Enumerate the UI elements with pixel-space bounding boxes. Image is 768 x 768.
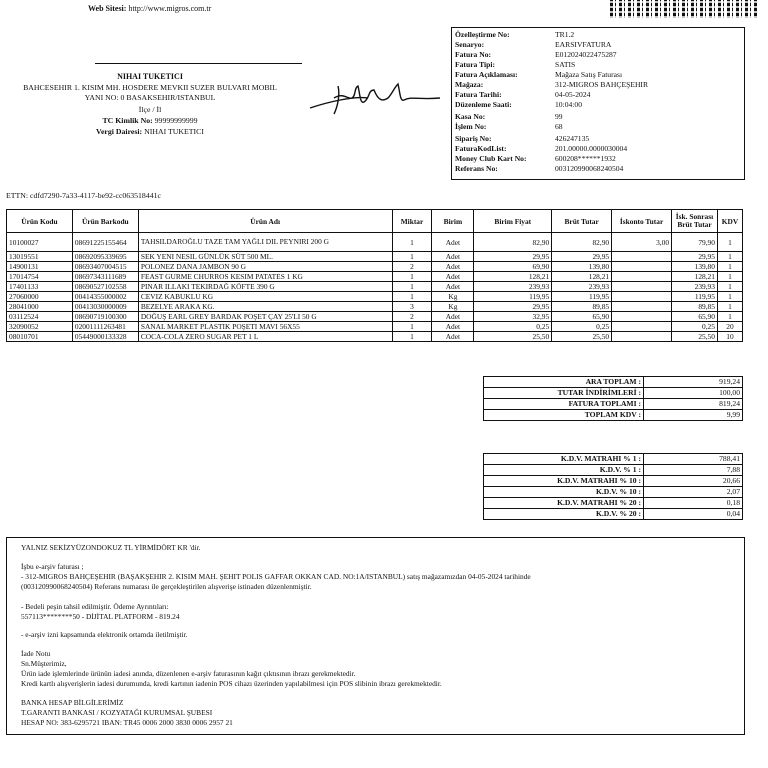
customer-district: İlçe / İl: [138, 105, 162, 114]
meta-row: Referans No: 003120990068240504: [455, 164, 624, 173]
col-barcode: Ürün Barkodu: [72, 210, 138, 233]
col-product-name: Ürün Adı: [138, 210, 392, 233]
items-header-row: [7, 210, 743, 233]
table-row: 08010701 05449000133328 COCA-COLA ZERO SUGAR PET 1 L 1 Adet 25,50 25,50 25,50 10: [7, 332, 743, 342]
col-gross: Brüt Tutar: [552, 210, 612, 233]
table-row: 10100027 08691225155464 TAHSILDAROĞLU TAZE TAM YAĞLI DIL PEYNIRI 200 G 1 Adet 82,90 82,90 3,00 79,90 1: [7, 233, 743, 252]
note-line: Sn.Müşterimiz,: [21, 659, 67, 668]
items-table: [6, 209, 743, 342]
invoice-meta-box: [451, 27, 745, 180]
vat-row: K.D.V. MATRAHI % 10 : 20,66: [484, 476, 743, 487]
totals-row: ARA TOPLAM : 919,24: [484, 377, 743, 388]
note-line: İşbu e-arşiv faturası ;: [21, 562, 84, 571]
meta-row: FaturaKodList: 201.00000.0000030004: [455, 144, 628, 153]
meta-row: Senaryo: EARSIVFATURA: [455, 40, 612, 49]
amount-in-words: YALNIZ SEKİZYÜZONDOKUZ TL YİRMİDÖRT KR 'dir.: [21, 543, 201, 552]
website-url: http://www.migros.com.tr: [128, 4, 212, 13]
bank-account: HESAP NO: 383-6295721 IBAN: TR45 0006 2000 3830 0006 2957 21: [21, 718, 233, 727]
table-row: 32090052 02001111263481 SANAL MARKET PLASTIK POŞETI MAVI 56X55 1 Adet 0,25 0,25 0,25 20: [7, 322, 743, 332]
meta-row: Mağaza: 312-MIGROS BAHÇEŞEHIR: [455, 80, 649, 89]
totals-row: TOPLAM KDV : 9,99: [484, 410, 743, 421]
col-product-code: Ürün Kodu: [7, 210, 73, 233]
bank-name: T.GARANTI BANKASI / KOZYATAĞI KURUMSAL ŞUBESI: [21, 708, 213, 717]
notes-box: [6, 537, 745, 735]
website-line: [88, 4, 211, 13]
meta-row: Fatura Açıklaması: Mağaza Satış Faturası: [455, 70, 623, 79]
note-line: Ürün iade işlemlerinde ürünün iadesi anında, düzenlenen e-arşiv faturasının kağıt çıktısının ibrazı gerekmektedir.: [21, 669, 356, 678]
customer-tc: TC Kimlik No: 99999999999: [102, 116, 198, 125]
note-line: İade Notu: [21, 649, 51, 658]
note-line: - e-arşiv izni kapsamında elektronik ortamda iletilmiştir.: [21, 630, 188, 639]
bank-title: BANKA HESAP BİLGİLERİMİZ: [21, 698, 124, 707]
meta-row: İşlem No: 68: [455, 122, 563, 131]
vat-row: K.D.V. MATRAHI % 20 : 0,18: [484, 498, 743, 509]
table-row: 13019551 08692095339695 SEK YENI NESIL GÜNLÜK SÜT 500 ML. 1 Adet 29,95 29,95 29,95 1: [7, 252, 743, 262]
qr-code-overlay: [610, 0, 758, 18]
vat-row: K.D.V. % 10 : 2,07: [484, 487, 743, 498]
meta-row: Sipariş No: 426247135: [455, 134, 590, 143]
table-row: 03112524 08690719100300 DOĞUŞ EARL GREY BARDAK POŞET ÇAY 25'LI 50 G 2 Adet 32,95 65,90 65,90 1: [7, 312, 743, 322]
meta-row: Fatura Tarihi: 04-05-2024: [455, 90, 591, 99]
customer-address-2: YANI NO: 0 BASAKSEHIR/ISTANBUL: [84, 93, 216, 102]
customer-name: NIHAI TUKETICI: [117, 72, 183, 81]
meta-row: Düzenleme Saati: 10:04:00: [455, 100, 583, 109]
col-vat: KDV: [717, 210, 742, 233]
table-row: 14900131 08693407004515 POLONEZ DANA JAMBON 90 G 2 Adet 69,90 139,80 139,80 1: [7, 262, 743, 272]
note-line: - 312-MIGROS BAHÇEŞEHIR (BAŞAKŞEHIR 2. KISIM MAH. ŞEHIT POLIS GAFFAR OKKAN CAD. NO:1A/ISTANBUL) satış mağazamızdan 04-05-2024 tarihinde: [21, 572, 531, 581]
website-label: Web Sitesi:: [88, 4, 127, 13]
totals-row: TUTAR İNDİRİMLERİ : 100,00: [484, 388, 743, 399]
note-line: (003120990068240504) Referans numarası ile gerçekleştirilen alışverişe istinaden düzenlenmiştir.: [21, 582, 312, 591]
customer-address: BAHCESEHIR 1. KISIM MH. HOSDERE MEVKII SUZER BULVARI MOBIL: [23, 83, 277, 92]
table-row: 27060000 00414355000002 CEVIZ KABUKLU KG 1 Kg 119,95 119,95 119,95 1: [7, 292, 743, 302]
table-row: 28041000 00413030000009 BEZELYE ARAKA KG. 3 Kg 29,95 89,85 89,85 1: [7, 302, 743, 312]
col-quantity: Miktar: [392, 210, 432, 233]
totals-row: FATURA TOPLAMI : 819,24: [484, 399, 743, 410]
vat-table: [483, 453, 743, 520]
customer-divider: [95, 63, 302, 64]
vat-row: K.D.V. % 1 : 7,88: [484, 465, 743, 476]
ettn: ETTN: cdfd7290-7a33-4117-be92-cc063518441c: [6, 191, 161, 200]
col-unit: Birim: [432, 210, 474, 233]
meta-row: Fatura No: E012024022475287: [455, 50, 617, 59]
meta-row: Fatura Tipi: SATIS: [455, 60, 576, 69]
col-net: İsk. Sonrası Brüt Tutar: [672, 210, 718, 233]
vat-row: K.D.V. % 20 : 0,04: [484, 509, 743, 520]
note-line: 557113********50 - DİJİTAL PLATFORM - 819.24: [21, 612, 180, 621]
col-discount: İskonto Tutar: [612, 210, 672, 233]
customer-tax-office: Vergi Dairesi: NIHAI TUKETICI: [96, 127, 204, 136]
note-line: Kredi kartlı alışverişlerin iadesi durumunda, kredi kartının iadenin POS cihazı üzerinden yapılabilmesi için POS slibinin ibrazı gerekmektedir.: [21, 679, 442, 688]
signature-image: [308, 78, 443, 118]
col-unit-price: Birim Fiyat: [474, 210, 552, 233]
meta-row: Kasa No: 99: [455, 112, 563, 121]
totals-table: [483, 376, 743, 421]
table-row: 17014754 08697343111689 FEAST GURME CHURROS KESIM PATATES 1 KG 1 Adet 128,21 128,21 128,21 1: [7, 272, 743, 282]
note-line: - Bedeli peşin tahsil edilmiştir. Ödeme Ayrıntıları:: [21, 602, 169, 611]
meta-row: Money Club Kart No: 600208******1932: [455, 154, 616, 163]
table-row: 17401133 08690527102558 PINAR ILLAKI TEKIRDAĞ KÖFTE 390 G 1 Adet 239,93 239,93 239,93 1: [7, 282, 743, 292]
vat-row: K.D.V. MATRAHI % 1 : 788,41: [484, 454, 743, 465]
meta-row: Özelleştirme No: TR1.2: [455, 30, 575, 39]
